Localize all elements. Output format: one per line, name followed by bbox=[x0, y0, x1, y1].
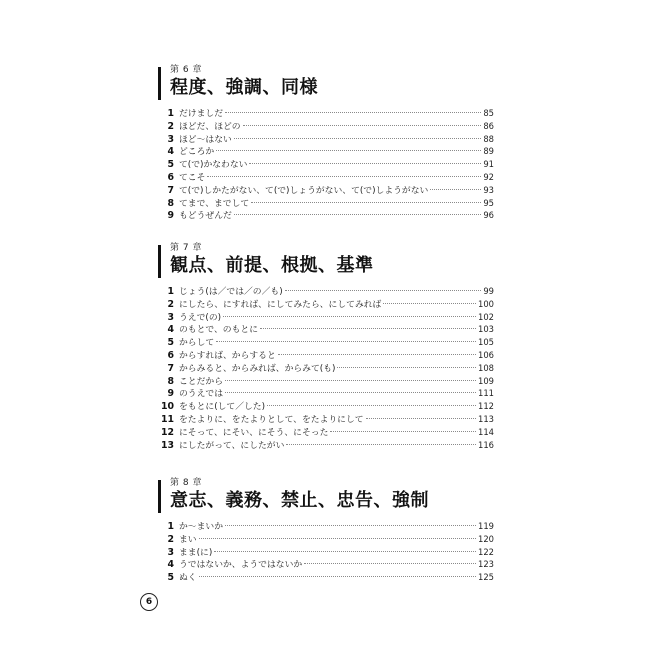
chapter-8 bbox=[158, 478, 494, 584]
dot-leader bbox=[337, 366, 476, 368]
toc-entry[interactable] bbox=[158, 362, 494, 375]
chapter-title: 意志、義務、禁止、忠告、強制 bbox=[170, 490, 429, 511]
entry-page: 108 bbox=[478, 362, 494, 373]
toc-entry[interactable] bbox=[158, 120, 494, 133]
toc-entry[interactable] bbox=[158, 439, 494, 452]
entry-page: 111 bbox=[478, 388, 494, 399]
entry-number: 5 bbox=[167, 159, 174, 171]
dot-leader bbox=[304, 562, 476, 564]
dot-leader bbox=[286, 443, 476, 445]
dot-leader bbox=[330, 430, 476, 432]
entry-title: て(で)かなわない bbox=[179, 160, 248, 171]
entry-page: 105 bbox=[478, 337, 494, 348]
entry-page: 88 bbox=[483, 133, 494, 144]
chapter-header bbox=[158, 478, 494, 513]
toc-entry[interactable] bbox=[158, 133, 494, 146]
entry-title: どころか bbox=[179, 147, 215, 158]
entry-number: 7 bbox=[167, 362, 174, 374]
entry-page: 86 bbox=[483, 120, 494, 131]
entry-title: をたよりに、をたよりとして、をたよりにして bbox=[179, 414, 364, 425]
entry-title: て(で)しかたがない、て(で)しょうがない、て(で)しようがない bbox=[179, 185, 429, 196]
entry-page: 99 bbox=[483, 286, 494, 296]
entry-title: うではないか、ようではないか bbox=[179, 560, 303, 571]
chapter-bar bbox=[158, 67, 161, 100]
dot-leader bbox=[223, 315, 476, 317]
entry-page: 95 bbox=[483, 197, 494, 208]
dot-leader bbox=[267, 404, 476, 406]
entry-number: 6 bbox=[167, 349, 174, 361]
dot-leader bbox=[225, 391, 476, 393]
entry-title: にそって、にそい、にそう、にそった bbox=[179, 427, 329, 438]
entry-number: 5 bbox=[167, 572, 174, 584]
entry-number: 7 bbox=[167, 184, 174, 196]
entry-number: 4 bbox=[167, 146, 174, 158]
chapter-title: 観点、前提、根拠、基準 bbox=[170, 255, 374, 276]
entry-page: 125 bbox=[478, 572, 494, 583]
entry-number: 2 bbox=[167, 120, 174, 132]
dot-leader bbox=[216, 340, 476, 342]
dot-leader bbox=[285, 289, 482, 291]
entry-page: 122 bbox=[478, 546, 494, 557]
entry-number: 4 bbox=[167, 559, 174, 571]
entry-title: からすれば、からすると bbox=[179, 350, 276, 361]
toc-entry[interactable] bbox=[158, 558, 494, 571]
toc-entry[interactable] bbox=[158, 387, 494, 400]
dot-leader bbox=[430, 188, 481, 190]
chapter-header bbox=[158, 243, 494, 278]
toc-entry[interactable] bbox=[158, 107, 494, 120]
entry-title: にしたら、にすれば、にしてみたら、にしてみれば bbox=[179, 299, 382, 310]
toc-entry[interactable] bbox=[158, 533, 494, 546]
entry-number: 4 bbox=[167, 324, 174, 336]
entry-page: 120 bbox=[478, 533, 494, 544]
dot-leader bbox=[251, 201, 481, 203]
entry-page: 102 bbox=[478, 311, 494, 322]
entry-page: 91 bbox=[483, 159, 494, 170]
chapter-bar bbox=[158, 245, 161, 278]
dot-leader bbox=[207, 175, 481, 177]
dot-leader bbox=[278, 353, 476, 355]
toc-entry[interactable] bbox=[158, 413, 494, 426]
entry-title: をもとに(して／した) bbox=[179, 402, 266, 413]
chapter-7 bbox=[158, 243, 494, 451]
chapter-6 bbox=[158, 65, 494, 222]
entry-number: 2 bbox=[167, 533, 174, 545]
entry-title: じょう(は／では／の／も) bbox=[179, 287, 283, 297]
entry-page: 119 bbox=[478, 521, 494, 531]
dot-leader bbox=[199, 537, 476, 539]
entry-page: 114 bbox=[478, 426, 494, 437]
entry-number: 10 bbox=[160, 401, 174, 413]
dot-leader bbox=[216, 149, 481, 151]
entry-title: うえで(の) bbox=[179, 312, 222, 323]
entry-number: 2 bbox=[167, 298, 174, 310]
dot-leader bbox=[260, 327, 476, 329]
toc-list bbox=[158, 520, 494, 584]
entry-number: 3 bbox=[167, 133, 174, 145]
entry-title: か〜まいか bbox=[179, 522, 223, 532]
entry-number: 9 bbox=[167, 388, 174, 400]
entry-number: 1 bbox=[167, 521, 174, 532]
entry-page: 93 bbox=[483, 184, 494, 195]
entry-page: 92 bbox=[483, 171, 494, 182]
toc-entry[interactable] bbox=[158, 298, 494, 311]
toc-list bbox=[158, 107, 494, 222]
entry-title: まい bbox=[179, 534, 197, 545]
toc-entry[interactable] bbox=[158, 546, 494, 559]
entry-number: 8 bbox=[167, 375, 174, 387]
dot-leader bbox=[199, 575, 476, 577]
toc-entry[interactable] bbox=[158, 184, 494, 197]
entry-title: もどうぜんだ bbox=[179, 211, 232, 222]
entry-number: 11 bbox=[160, 413, 174, 425]
entry-title: てこそ bbox=[179, 172, 206, 183]
entry-title: ほどだ、ほどの bbox=[179, 121, 241, 132]
dot-leader bbox=[225, 524, 476, 526]
dot-leader bbox=[234, 137, 482, 139]
toc-entry[interactable] bbox=[158, 375, 494, 388]
entry-title: のうえでは bbox=[179, 389, 223, 400]
entry-number: 3 bbox=[167, 311, 174, 323]
dot-leader bbox=[225, 111, 481, 113]
entry-page: 123 bbox=[478, 559, 494, 570]
toc-entry[interactable] bbox=[158, 311, 494, 324]
dot-leader bbox=[243, 124, 482, 126]
chapter-label: 第 8 章 bbox=[170, 478, 202, 488]
entry-number: 13 bbox=[160, 439, 174, 451]
entry-title: ぬく bbox=[179, 573, 197, 584]
entry-page: 85 bbox=[483, 108, 494, 118]
toc-entry[interactable] bbox=[158, 349, 494, 362]
toc-entry[interactable] bbox=[158, 323, 494, 336]
toc-entry[interactable] bbox=[158, 145, 494, 158]
entry-title: ほど〜はない bbox=[179, 134, 232, 145]
entry-page: 106 bbox=[478, 349, 494, 360]
entry-page: 116 bbox=[478, 439, 494, 450]
toc-entry[interactable] bbox=[158, 285, 494, 298]
entry-number: 6 bbox=[167, 171, 174, 183]
chapter-header bbox=[158, 65, 494, 100]
toc-entry[interactable] bbox=[158, 400, 494, 413]
toc-entry[interactable] bbox=[158, 158, 494, 171]
entry-title: のもとで、のもとに bbox=[179, 325, 258, 336]
entry-page: 103 bbox=[478, 324, 494, 335]
toc-list bbox=[158, 285, 494, 451]
dot-leader bbox=[234, 213, 482, 215]
entry-number: 1 bbox=[167, 108, 174, 119]
toc-entry[interactable] bbox=[158, 426, 494, 439]
toc-entry[interactable] bbox=[158, 520, 494, 533]
chapter-label: 第 6 章 bbox=[170, 65, 202, 75]
entry-title: だけましだ bbox=[179, 109, 223, 119]
toc-entry[interactable] bbox=[158, 571, 494, 584]
entry-number: 5 bbox=[167, 337, 174, 349]
toc-entry[interactable] bbox=[158, 336, 494, 349]
entry-title: からして bbox=[179, 338, 215, 349]
entry-number: 9 bbox=[167, 210, 174, 222]
toc-entry[interactable] bbox=[158, 209, 494, 222]
dot-leader bbox=[383, 302, 476, 304]
dot-leader bbox=[214, 550, 476, 552]
entry-title: からみると、からみれば、からみて(も) bbox=[179, 363, 336, 374]
entry-title: にしたがって、にしたがい bbox=[179, 440, 285, 451]
entry-page: 96 bbox=[483, 210, 494, 221]
entry-page: 109 bbox=[478, 375, 494, 386]
entry-page: 89 bbox=[483, 146, 494, 157]
dot-leader bbox=[366, 417, 476, 419]
entry-page: 112 bbox=[478, 401, 494, 412]
chapter-title: 程度、強調、同様 bbox=[170, 77, 318, 98]
toc-entry[interactable] bbox=[158, 171, 494, 184]
entry-page: 113 bbox=[478, 413, 494, 424]
entry-title: ことだから bbox=[179, 376, 223, 387]
entry-title: まま(に) bbox=[179, 547, 213, 558]
entry-title: てまで、までして bbox=[179, 198, 250, 209]
page-number: 6 bbox=[140, 593, 158, 611]
chapter-bar bbox=[158, 480, 161, 513]
dot-leader bbox=[249, 162, 481, 164]
chapter-label: 第 7 章 bbox=[170, 243, 202, 253]
dot-leader bbox=[225, 379, 476, 381]
entry-number: 1 bbox=[167, 286, 174, 297]
entry-number: 3 bbox=[167, 546, 174, 558]
entry-page: 100 bbox=[478, 298, 494, 309]
toc-entry[interactable] bbox=[158, 197, 494, 210]
entry-number: 8 bbox=[167, 197, 174, 209]
entry-number: 12 bbox=[160, 426, 174, 438]
